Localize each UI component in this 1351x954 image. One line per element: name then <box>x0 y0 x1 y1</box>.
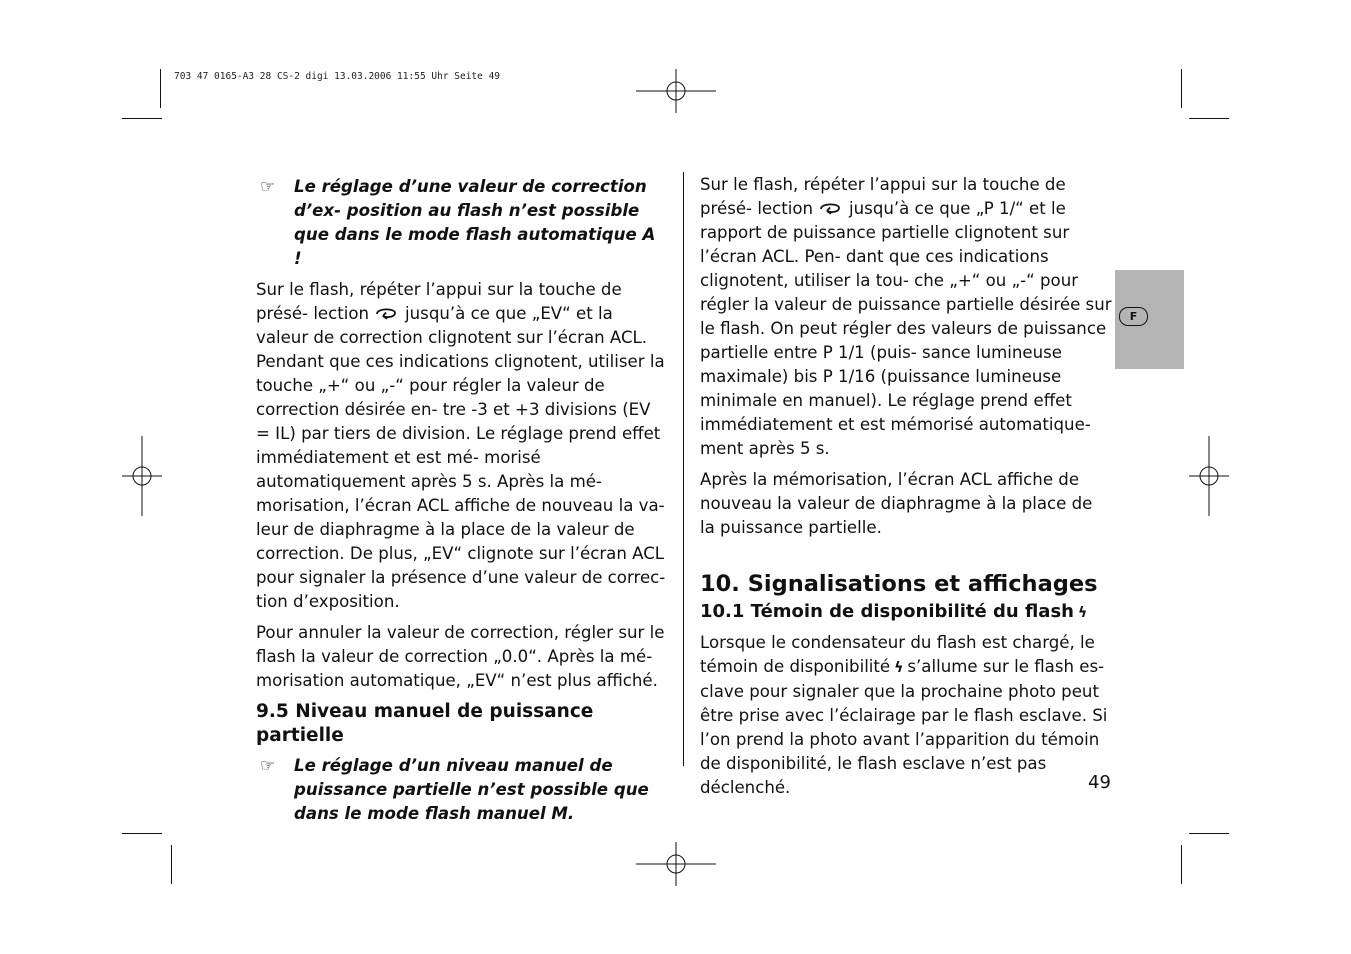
paragraph-cancel-correction: Pour annuler la valeur de correction, régler sur le flash la valeur de correction „0.0“. Après la mé- morisation automatique, „EV“ n’est plus affiché. <box>256 623 665 690</box>
registration-mark-bottom <box>636 824 716 904</box>
preselection-key-icon <box>817 201 843 215</box>
registration-mark-right <box>1169 436 1249 516</box>
note-exposure-correction <box>256 175 668 271</box>
registration-mark-top <box>636 51 716 131</box>
section-heading-10-1: 10.1 Témoin de disponibilité du flash ϟ <box>700 600 1112 625</box>
note-manual-power <box>256 754 668 826</box>
language-badge: F <box>1119 307 1148 326</box>
page-number: 49 <box>1088 772 1111 793</box>
registration-mark-left <box>102 436 182 516</box>
flash-bolt-icon: ϟ <box>894 660 904 676</box>
pointing-hand-icon: ☞ <box>260 756 276 776</box>
paragraph-ready-indicator: Lorsque le condensateur du flash est chargé, le témoin de disponibilité ϟ s’allume sur le flash es- clave pour signaler que la prochaine photo peut être prise avec l’éclairage par le flash esclave. Si l’on prend la photo avant l’apparition du témoin de disponibilité, le flash esclave n’est pas déclenché. <box>700 633 1108 797</box>
note-text: Le réglage d’une valeur de correction d’ex- position au flash n’est possible que dans le mode flash automatique A ! <box>294 177 656 268</box>
section-heading-9-5: 9.5 Niveau manuel de puissance partielle <box>256 701 594 746</box>
left-column <box>256 175 668 833</box>
flash-bolt-icon: ϟ <box>1077 605 1088 621</box>
language-tab <box>1115 270 1184 369</box>
column-divider <box>683 172 684 766</box>
right-column <box>700 173 1112 807</box>
paragraph-after-memorization: Après la mémorisation, l’écran ACL affiche de nouveau la valeur de diaphragme à la place de la puissance partielle. <box>700 470 1093 537</box>
section-heading-10: 10. Signalisations et affichages <box>700 571 1098 597</box>
print-slug: 703 47 0165-A3 28 CS-2 digi 13.03.2006 11:55 Uhr Seite 49 <box>174 71 501 82</box>
paragraph-partial-power: Sur le flash, répéter l’appui sur la touche de présé- lection jusqu’à ce que „P 1/“ et le rapport de puissance partielle clignotent sur l’écran ACL. Pen- dant que ces indications clignotent, utiliser la tou- che „+“ ou „-“ pour régler la valeur de puissance partielle désirée sur le flash. On peut régler des valeurs de puissance partielle entre P 1/1 (puis- sance lumineuse maximale) bis P 1/16 (puissance lumineuse minimale en manuel). Le réglage prend effet immédiatement et est mémorisé automatique- ment après 5 s. <box>700 175 1112 458</box>
note-text: Le réglage d’un niveau manuel de puissance partielle n’est possible que dans le mode flash manuel M. <box>294 756 649 823</box>
pointing-hand-icon: ☞ <box>260 177 276 197</box>
paragraph-ev-correction: Sur le flash, répéter l’appui sur la touche de présé- lection jusqu’à ce que „EV“ et la valeur de correction clignotent sur l’écran ACL. Pendant que ces indications clignotent, utiliser la touche „+“ ou „-“ pour régler la valeur de correction désirée en- tre -3 et +3 divisions (EV = IL) par tiers de division. Le réglage prend effet immédiatement et est mé- morisé automatiquement après 5 s. Après la mé- morisation, l’écran ACL affiche de nouveau la va- leur de diaphragme à la place de la valeur de correction. De plus, „EV“ clignote sur l’écran ACL pour signaler la présence d’une valeur de correc- tion d’exposition. <box>256 280 666 611</box>
preselection-key-icon <box>373 306 399 320</box>
